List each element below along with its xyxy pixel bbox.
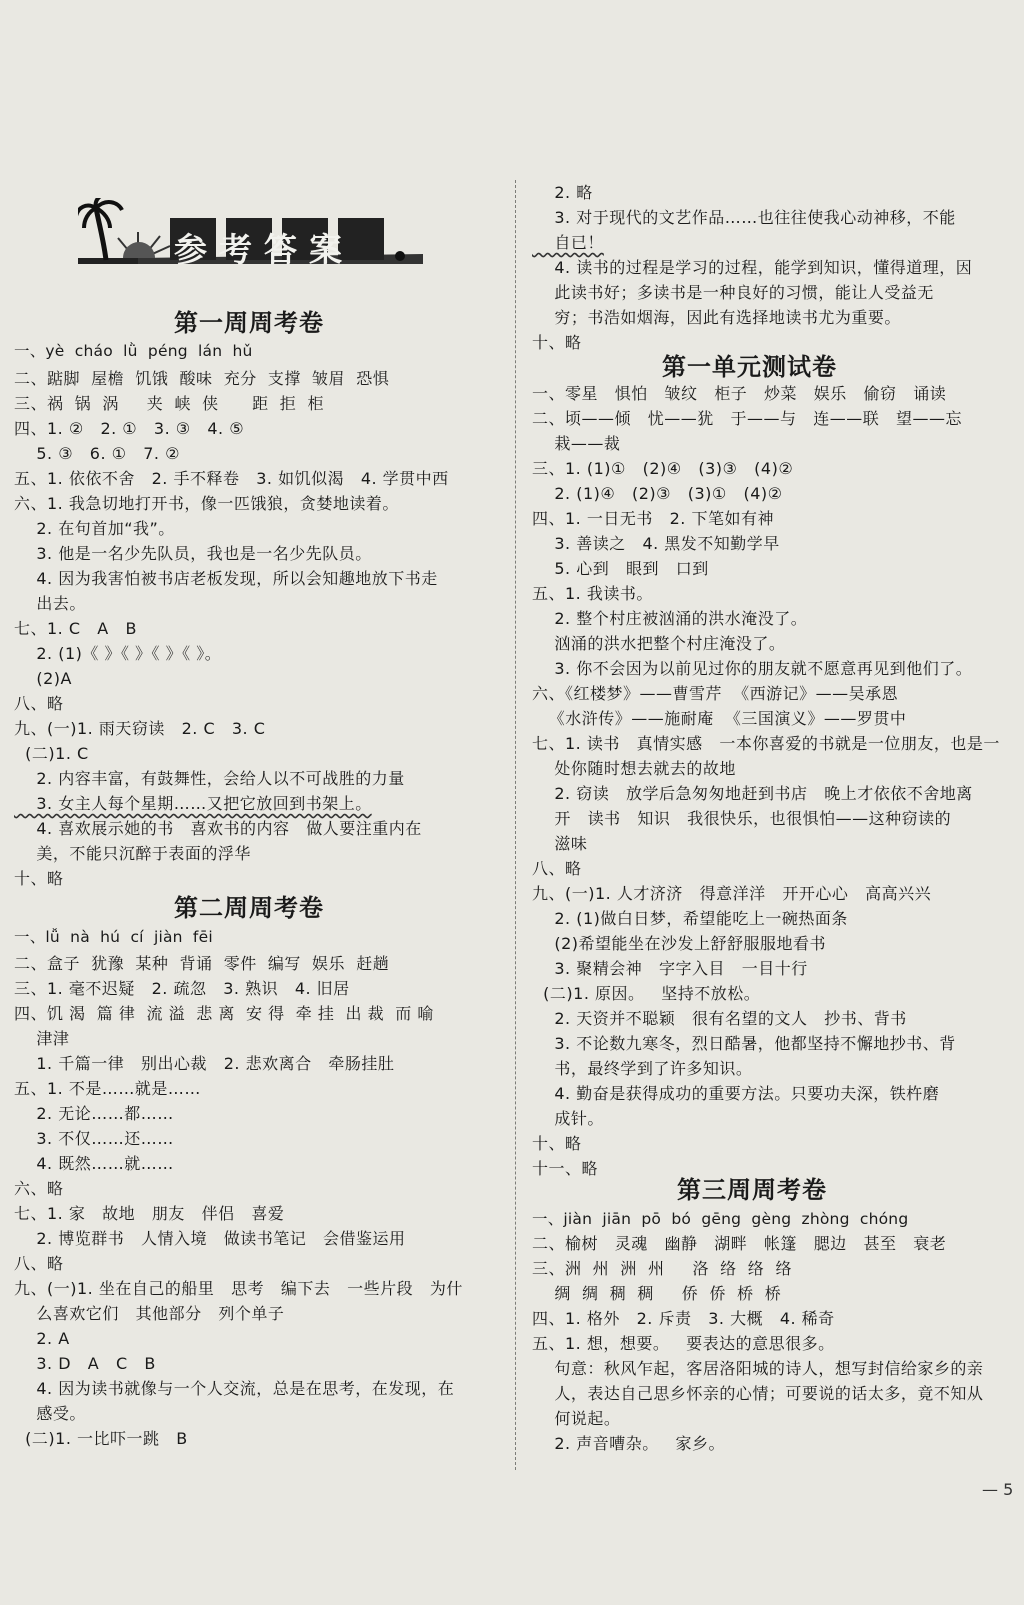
answer-line: 么喜欢它们 其他部分 列个单子 [14,1304,285,1323]
page-number: — 5 [982,1480,1014,1499]
answer-line: (2)A [14,669,72,688]
answer-line: 3. 善读之 4. 黑发不知勤学早 [532,534,780,553]
answer-line: 一、零星 惧怕 皱纹 柜子 炒菜 娱乐 偷窃 诵读 [532,384,947,403]
answer-line: 2. 窃读 放学后急匆匆地赶到书店 晚上才依依不舍地离 [532,784,973,803]
answer-line: (二)1. 原因。 坚持不放松。 [532,984,761,1003]
answer-line: 三、1. 毫不迟疑 2. 疏忽 3. 熟识 4. 旧居 [14,979,350,998]
answer-line: 九、(一)1. 人才济济 得意洋洋 开开心心 高高兴兴 [532,884,932,903]
answer-line: 5. ③ 6. ① 7. ② [14,444,180,463]
answer-line: 六、《红楼梦》——曹雪芹 《西游记》——吴承恩 [532,684,899,703]
answer-line: 2. 内容丰富，有鼓舞性，会给人以不可战胜的力量 [14,769,405,788]
answer-line: 句意：秋风乍起，客居洛阳城的诗人，想写封信给家乡的亲 [532,1359,984,1378]
section-title: 第一单元测试卷 [662,352,837,381]
answer-line: 栽——裁 [532,434,621,453]
answer-line: 五、1. 想，想要。 要表达的意思很多。 [532,1334,835,1353]
answer-line: 4. 读书的过程是学习的过程，能学到知识，懂得道理，因 [532,258,973,277]
answer-line: 穷；书浩如烟海，因此有选择地读书尤为重要。 [532,308,901,327]
answer-line: 何说起。 [532,1409,621,1428]
answer-line: 3. 聚精会神 字字入目 一目十行 [532,959,808,978]
answer-line: 1. 千篇一律 别出心裁 2. 悲欢离合 牵肠挂肚 [14,1054,395,1073]
answer-line: 一、lǚ nà hú cí jiàn fēi [14,928,213,946]
answer-line: 二、踮脚 屋檐 饥饿 酸味 充分 支撑 皱眉 恐惧 [14,369,390,388]
answer-line: 2. 声音嘈杂。 家乡。 [532,1434,725,1453]
column-divider [515,180,516,1470]
answer-line: (2)希望能坐在沙发上舒舒服服地看书 [532,934,827,953]
answer-line: 书，最终学到了许多知识。 [532,1059,753,1078]
answer-line: 2. (1)《 》《 》《 》《 》。 [14,644,222,663]
answer-line: 四、饥 渴 篇 律 流 溢 悲 离 安 得 牵 挂 出 裁 而 喻 [14,1004,434,1023]
answer-line: (二)1. C [14,744,89,763]
answer-line: 八、略 [532,859,582,878]
answer-line: 十、略 [532,1134,582,1153]
answer-line: 3. 对于现代的文艺作品……也往往使我心动神移，不能 [532,208,956,227]
answer-line: 4. 喜欢展示她的书 喜欢书的内容 做人要注重内在 [14,819,422,838]
answer-line: 九、(一)1. 坐在自己的船里 思考 编下去 一些片段 为什 [14,1279,463,1298]
header-banner [78,198,428,278]
answer-line: 三、祸 锅 涡 夹 峡 侠 距 拒 柜 [14,394,324,413]
answer-line: (二)1. 一比吓一跳 B [14,1429,188,1448]
answer-line: 此读书好；多读书是一种良好的习惯，能让人受益无 [532,283,934,302]
answer-line: 九、(一)1. 雨天窃读 2. C 3. C [14,719,266,738]
answer-line: 4. 勤奋是获得成功的重要方法。只要功夫深，铁杵磨 [532,1084,940,1103]
answer-line: 六、1. 我急切地打开书，像一匹饿狼，贪婪地读着。 [14,494,399,513]
answer-line: 汹涌的洪水把整个村庄淹没了。 [532,634,786,653]
answer-line: 四、1. 格外 2. 斥责 3. 大概 4. 稀奇 [532,1309,835,1328]
answer-line: 二、榆树 灵魂 幽静 湖畔 帐篷 腮边 甚至 衰老 [532,1234,947,1253]
answer-line: 2. (1)④ (2)③ (3)① (4)② [532,484,783,503]
answer-line: 出去。 [14,594,86,613]
answer-line: 五、1. 我读书。 [532,584,653,603]
answer-line: 四、1. 一日无书 2. 下笔如有神 [532,509,774,528]
answer-line: 二、盒子 犹豫 某种 背诵 零件 编写 娱乐 赶趟 [14,954,390,973]
answer-line: 津津 [14,1029,70,1048]
answer-line: 七、1. 读书 真情实感 一本你喜爱的书就是一位朋友，也是一 [532,734,1000,753]
answer-line: 一、yè cháo lǜ péng lán hǔ [14,342,253,360]
answer-line: 《水浒传》——施耐庵 《三国演义》——罗贯中 [532,709,907,728]
answer-line: 4. 既然……就…… [14,1154,174,1173]
answer-line: 七、1. 家 故地 朋友 伴侣 喜爱 [14,1204,285,1223]
section-title: 第三周周考卷 [677,1175,827,1204]
answer-line: 十、略 [14,869,64,888]
answer-line: 3. 你不会因为以前见过你的朋友就不愿意再见到他们了。 [532,659,973,678]
answer-line: 4. 因为我害怕被书店老板发现，所以会知趣地放下书走 [14,569,438,588]
answer-line: 成针。 [532,1109,604,1128]
answer-line: 六、略 [14,1179,64,1198]
answer-line: 三、1. (1)① (2)④ (3)③ (4)② [532,459,794,478]
answer-line: 自已！ [532,233,604,252]
answer-line: 3. 女主人每个星期……又把它放回到书架上。 [14,794,372,813]
answer-line: 一、jiàn jiān pō bó gēng gèng zhòng chóng [532,1210,909,1228]
answer-line: 开 读书 知识 我很快乐，也很惧怕——这种窃读的 [532,809,952,828]
answer-line: 感受。 [14,1404,86,1423]
answer-line: 滋味 [532,834,588,853]
answer-line: 4. 因为读书就像与一个人交流，总是在思考，在发现，在 [14,1379,455,1398]
answer-line: 美，不能只沉醉于表面的浮华 [14,844,251,863]
answer-line: 2. A [14,1329,70,1348]
answer-line: 2. 在句首加“我”。 [14,519,175,538]
answer-line: 2. (1)做白日梦，希望能吃上一碗热面条 [532,909,848,928]
answer-line: 3. D A C B [14,1354,156,1373]
section-title: 第二周周考卷 [174,893,324,922]
answer-line: 处你随时想去就去的故地 [532,759,736,778]
answer-line: 5. 心到 眼到 口到 [532,559,709,578]
answer-line: 2. 天资并不聪颖 很有名望的文人 抄书、背书 [532,1009,907,1028]
section-title: 第一周周考卷 [174,308,324,337]
answer-line: 3. 不论数九寒冬，烈日酷暑，他都坚持不懈地抄书、背 [532,1034,956,1053]
answer-line: 3. 他是一名少先队员，我也是一名少先队员。 [14,544,372,563]
answer-line: 七、1. C A B [14,619,137,638]
answer-line: 五、1. 不是……就是…… [14,1079,201,1098]
answer-line: 十一、略 [532,1159,599,1178]
page-title: 参考答案 [174,230,354,269]
answer-line: 八、略 [14,694,64,713]
answer-line: 2. 无论……都…… [14,1104,174,1123]
answer-line: 2. 博览群书 人情入境 做读书笔记 会借鉴运用 [14,1229,406,1248]
answer-line: 3. 不仅……还…… [14,1129,174,1148]
answer-line: 2. 略 [532,183,593,202]
answer-line: 五、1. 依依不舍 2. 手不释卷 3. 如饥似渴 4. 学贯中西 [14,469,449,488]
answer-line: 2. 整个村庄被汹涌的洪水淹没了。 [532,609,808,628]
answer-line: 四、1. ② 2. ① 3. ③ 4. ⑤ [14,419,245,438]
answer-line: 人，表达自己思乡怀亲的心情；可要说的话太多，竟不知从 [532,1384,984,1403]
answer-line: 三、洲 州 洲 州 洛 络 络 络 [532,1259,792,1278]
answer-line: 二、顷——倾 忧——犹 于——与 连——联 望——忘 [532,409,963,428]
answer-line: 八、略 [14,1254,64,1273]
answer-line: 绸 绸 稠 稠 侨 侨 桥 桥 [532,1284,782,1303]
answer-line: 十、略 [532,333,582,352]
